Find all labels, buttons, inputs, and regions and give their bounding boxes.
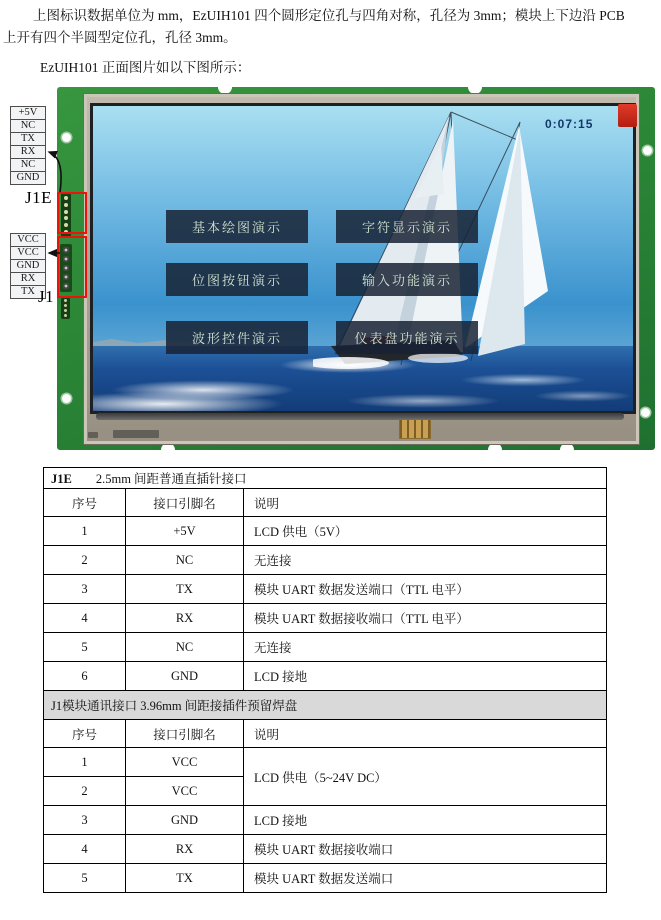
pin xyxy=(64,309,67,312)
cell-index: 5 xyxy=(44,633,126,662)
j1e-code: J1E xyxy=(51,472,72,486)
cell-desc: 无连接 xyxy=(244,633,607,662)
demo-button-char-display[interactable]: 字符显示演示 xyxy=(336,210,478,243)
mounting-notch xyxy=(488,443,502,457)
intro-paragraph xyxy=(3,5,659,49)
figure-caption: EzUIH101 正面图片如以下图所示： xyxy=(40,60,251,75)
cell-desc: 模块 UART 数据接收端口（TTL 电平） xyxy=(244,604,607,633)
mounting-notch xyxy=(161,443,175,457)
pin-label: NC xyxy=(10,158,46,172)
mounting-notch xyxy=(468,80,482,94)
lcd-screen xyxy=(90,103,636,414)
pin-label: RX xyxy=(10,145,46,159)
mounting-hole xyxy=(643,146,652,155)
cell-index: 4 xyxy=(44,604,126,633)
j1-table-title xyxy=(44,691,607,720)
cell-desc: LCD 接地 xyxy=(244,806,607,835)
pin-label: VCC xyxy=(10,233,46,247)
bezel-print-mark xyxy=(113,430,159,438)
col-header-description: 说明 xyxy=(244,489,607,517)
demo-button-gauge[interactable]: 仪表盘功能演示 xyxy=(336,321,478,354)
pin-label: +5V xyxy=(10,106,46,120)
table-row xyxy=(44,806,607,835)
col-header-pin-name: 接口引脚名 xyxy=(126,489,244,517)
j1e-connector-name: J1E xyxy=(25,188,52,207)
cell-index: 2 xyxy=(44,777,126,806)
mounting-notch xyxy=(560,443,574,457)
pin-label: NC xyxy=(10,119,46,133)
demo-button-waveform[interactable]: 波形控件演示 xyxy=(166,321,308,354)
j1-title: 模块通讯接口 3.96mm 间距接插件预留焊盘 xyxy=(62,699,298,713)
cell-pin: VCC xyxy=(126,748,244,777)
cell-index: 1 xyxy=(44,748,126,777)
demo-button-basic-drawing[interactable]: 基本绘图演示 xyxy=(166,210,308,243)
cell-pin: GND xyxy=(126,806,244,835)
table-row xyxy=(44,748,607,777)
table-row xyxy=(44,633,607,662)
table-row xyxy=(44,604,607,633)
pin-label: VCC xyxy=(10,246,46,260)
mounting-hole xyxy=(62,394,71,403)
table-row xyxy=(44,546,607,575)
cell-pin: RX xyxy=(126,835,244,864)
cell-pin: +5V xyxy=(126,517,244,546)
cell-desc: 模块 UART 数据接收端口 xyxy=(244,835,607,864)
pin-label: TX xyxy=(10,132,46,146)
mounting-notch xyxy=(218,80,232,94)
bezel-slot xyxy=(96,413,624,420)
cell-pin: RX xyxy=(126,604,244,633)
cell-index: 3 xyxy=(44,575,126,604)
cell-index: 4 xyxy=(44,835,126,864)
table-header-row xyxy=(44,489,607,517)
paragraph-line-2: 上开有四个半圆型定位孔，孔径 3mm。 xyxy=(3,30,237,45)
j1-connector-name: J1 xyxy=(38,287,55,306)
pin-label: TX xyxy=(10,285,46,299)
cell-pin: GND xyxy=(126,662,244,691)
pin xyxy=(64,314,67,317)
cell-index: 5 xyxy=(44,864,126,893)
j1e-table-title xyxy=(44,468,607,489)
pin xyxy=(64,304,67,307)
j1e-title: 2.5mm 间距普通直插针接口 xyxy=(95,472,247,486)
cell-desc: LCD 接地 xyxy=(244,662,607,691)
pin xyxy=(64,299,67,302)
table-row xyxy=(44,662,607,691)
module-photo-pcb xyxy=(57,87,655,450)
pin-label: GND xyxy=(10,171,46,185)
cell-desc: 无连接 xyxy=(244,546,607,575)
cell-pin: TX xyxy=(126,864,244,893)
table-header-row xyxy=(44,720,607,748)
flex-cable-connector xyxy=(399,419,431,439)
pin-label: GND xyxy=(10,259,46,273)
j1-code: J1 xyxy=(51,699,63,713)
cell-pin: VCC xyxy=(126,777,244,806)
cell-index: 1 xyxy=(44,517,126,546)
red-component xyxy=(618,104,637,127)
cell-pin: NC xyxy=(126,546,244,575)
bezel-print-mark xyxy=(88,432,98,438)
callout-arrows xyxy=(40,140,66,265)
pointer-arrow-icon xyxy=(49,152,61,192)
cell-pin: TX xyxy=(126,575,244,604)
cell-index: 2 xyxy=(44,546,126,575)
table-row xyxy=(44,575,607,604)
pin-label: RX xyxy=(10,272,46,286)
col-header-index: 序号 xyxy=(44,720,126,748)
demo-timer: 0:07:15 xyxy=(545,117,594,131)
table-row xyxy=(44,864,607,893)
cell-desc: 模块 UART 数据发送端口（TTL 电平） xyxy=(244,575,607,604)
col-header-pin-name: 接口引脚名 xyxy=(126,720,244,748)
cell-index: 3 xyxy=(44,806,126,835)
table-row xyxy=(44,835,607,864)
cell-desc: LCD 供电（5V） xyxy=(244,517,607,546)
cell-desc-merged: LCD 供电（5~24V DC） xyxy=(244,748,607,806)
paragraph-line-1: 上图标识数据单位为 mm，EzUIH101 四个圆形定位孔与四角对称，孔径为 3mm；模块上下边沿 PCB xyxy=(33,8,625,23)
table-row xyxy=(44,517,607,546)
touch-bezel xyxy=(83,93,640,445)
cell-index: 6 xyxy=(44,662,126,691)
cell-desc: 模块 UART 数据发送端口 xyxy=(244,864,607,893)
mounting-hole xyxy=(641,408,650,417)
col-header-description: 说明 xyxy=(244,720,607,748)
pin-description-table xyxy=(43,467,607,893)
col-header-index: 序号 xyxy=(44,489,126,517)
aux-connector xyxy=(61,297,70,319)
demo-button-bitmap-button[interactable]: 位图按钮演示 xyxy=(166,263,308,296)
cell-pin: NC xyxy=(126,633,244,662)
demo-button-input-function[interactable]: 输入功能演示 xyxy=(336,263,478,296)
